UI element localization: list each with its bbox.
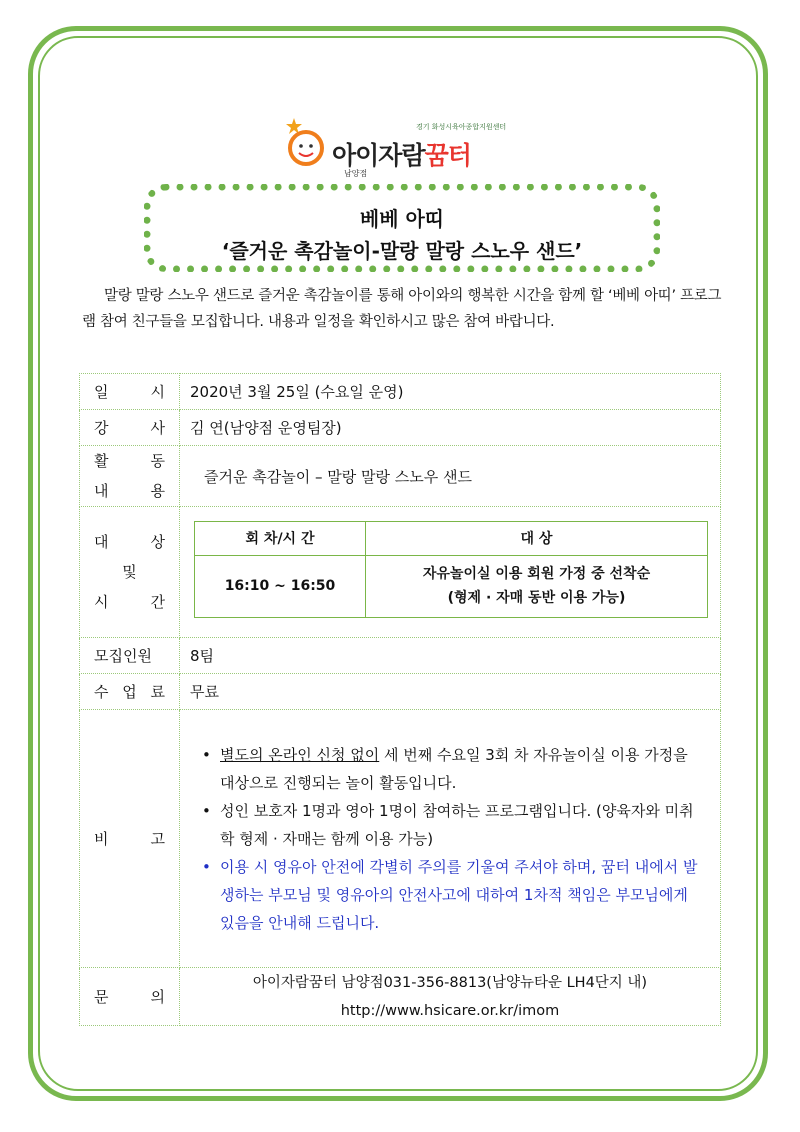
note-item: • 별도의 온라인 신청 없이 세 번째 수요일 3회 차 자유놀이실 이용 가정을 대상으로 진행되는 놀이 활동입니다. bbox=[202, 745, 688, 792]
org-name: 경기 화성시육아종합지원센터 bbox=[416, 123, 507, 131]
title-box bbox=[144, 184, 660, 272]
contact-url: http://www.hsicare.or.kr/imom bbox=[340, 1002, 560, 1019]
row-target bbox=[80, 507, 721, 638]
date-value: 2020년 3월 25일 (수요일 운영) bbox=[180, 374, 721, 410]
brand-name: 아이자람꿈터 bbox=[332, 141, 471, 170]
contact-cell bbox=[180, 968, 721, 1026]
row-instructor bbox=[80, 410, 721, 446]
notes-label: 비 고 bbox=[80, 710, 180, 968]
activity-label: 활 동 내 용 bbox=[80, 446, 180, 507]
info-table bbox=[79, 373, 721, 1026]
activity-value: 즐거운 촉감놀이 – 말랑 말랑 스노우 샌드 bbox=[180, 446, 721, 507]
title-line1: 베베 아띠 bbox=[359, 207, 445, 231]
intro-paragraph: 말랑 말랑 스노우 샌드로 즐거운 촉감놀이를 통해 아이와의 행복한 시간을 함께 할 ‘베베 아띠’ 프로그램 참여 친구들을 모집합니다. 내용과 일정을 확인하시고 많은 참여 바랍니다. bbox=[82, 288, 722, 330]
fee-label: 수 업 료 bbox=[80, 674, 180, 710]
row-contact bbox=[80, 968, 721, 1026]
date-label: 일 시 bbox=[80, 374, 180, 410]
logo bbox=[284, 116, 524, 178]
note-item: • 성인 보호자 1명과 영아 1명이 참여하는 프로그램입니다. (양육자와 미취학 형제 · 자매는 함께 이용 가능) bbox=[202, 801, 694, 848]
row-activity bbox=[80, 446, 721, 507]
notes-list bbox=[202, 741, 706, 937]
schedule-header-time: 회 차/시 간 bbox=[195, 521, 366, 555]
branch-name: 남양점 bbox=[344, 169, 368, 178]
schedule-target: 자유놀이실 이용 회원 가정 중 선착순 (형제 · 자매 동반 이용 가능) bbox=[366, 555, 708, 617]
target-label: 대 상 및 시 간 bbox=[80, 507, 180, 638]
row-fee bbox=[80, 674, 721, 710]
notes-cell bbox=[180, 710, 721, 968]
row-notes bbox=[80, 710, 721, 968]
row-date bbox=[80, 374, 721, 410]
schedule-table bbox=[194, 521, 708, 618]
schedule-header-target: 대 상 bbox=[366, 521, 708, 555]
fee-value: 무료 bbox=[180, 674, 721, 710]
child-face-icon bbox=[284, 116, 330, 168]
title-line2: ‘즐거운 촉감놀이-말랑 말랑 스노우 샌드’ bbox=[221, 239, 583, 263]
instructor-label: 강 사 bbox=[80, 410, 180, 446]
capacity-label: 모집인원 bbox=[80, 638, 180, 674]
target-cell bbox=[180, 507, 721, 638]
row-capacity bbox=[80, 638, 721, 674]
instructor-value: 김 연(남양점 운영팀장) bbox=[180, 410, 721, 446]
contact-phone: 아이자람꿈터 남양점031-356-8813(남양뉴타운 LH4단지 내) bbox=[252, 974, 648, 991]
schedule-time: 16:10 ~ 16:50 bbox=[195, 555, 366, 617]
contact-label: 문 의 bbox=[80, 968, 180, 1026]
capacity-value: 8팀 bbox=[180, 638, 721, 674]
note-item-warning: • 이용 시 영유아 안전에 각별히 주의를 기울여 주셔야 하며, 꿈터 내에서 발생하는 부모님 및 영유아의 안전사고에 대하여 1차적 책임은 부모님에게 있음을 안내해 드립니다. bbox=[202, 857, 698, 932]
